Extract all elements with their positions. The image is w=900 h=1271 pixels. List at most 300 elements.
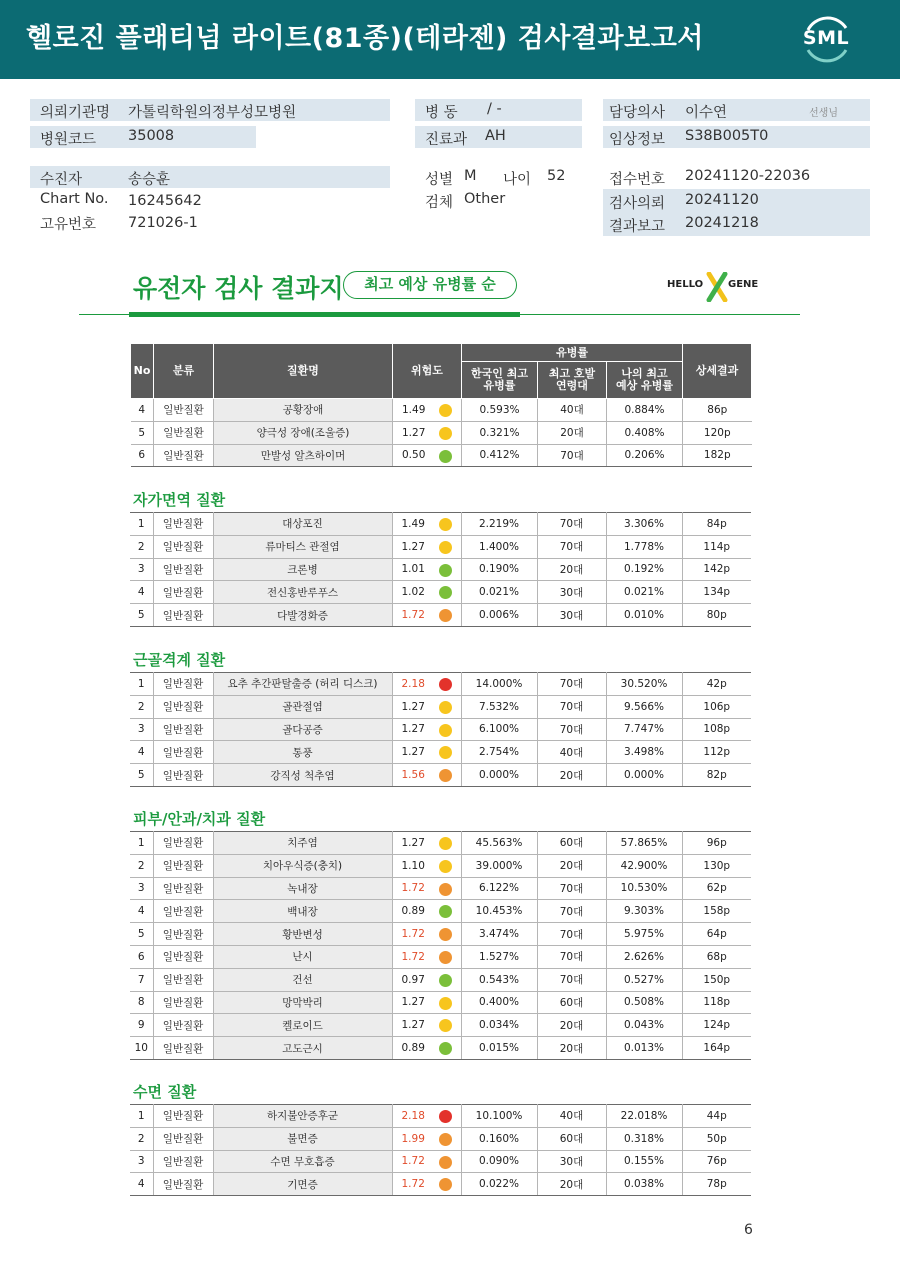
row-onset-age: 70대 <box>537 968 606 991</box>
row-number: 4 <box>130 900 153 923</box>
row-risk <box>392 1173 461 1196</box>
risk-value: 1.72 <box>401 1178 425 1191</box>
row-risk <box>392 581 461 604</box>
row-category: 일반질환 <box>153 695 213 718</box>
row-detail-page: 78p <box>682 1173 751 1196</box>
row-my-max-prevalence: 0.010% <box>606 604 682 627</box>
receipt-label: 접수번호 <box>609 172 666 188</box>
results-table <box>130 831 751 1060</box>
row-detail-page: 114p <box>682 535 751 558</box>
table-row <box>130 673 751 696</box>
institution-row <box>30 99 390 121</box>
page-number: 6 <box>744 1222 753 1238</box>
row-my-max-prevalence: 0.013% <box>606 1037 682 1060</box>
row-my-max-prevalence: 0.408% <box>607 421 683 444</box>
row-korean-max-prevalence: 0.190% <box>461 558 537 581</box>
clinical-row <box>603 126 870 148</box>
row-disease-name: 기면증 <box>213 1173 392 1196</box>
row-detail-page: 84p <box>682 513 751 536</box>
row-detail-page: 106p <box>682 695 751 718</box>
risk-level-dot-icon <box>439 997 452 1010</box>
category-title: 수면 질환 <box>133 1083 197 1101</box>
row-detail-page: 130p <box>682 854 751 877</box>
row-my-max-prevalence: 3.306% <box>606 513 682 536</box>
row-number: 3 <box>130 877 153 900</box>
row-my-max-prevalence: 30.520% <box>606 673 682 696</box>
row-onset-age: 60대 <box>537 991 606 1014</box>
clinical-label: 임상정보 <box>609 132 666 148</box>
risk-level-dot-icon <box>439 951 452 964</box>
row-korean-max-prevalence: 45.563% <box>461 832 537 855</box>
header-onset-age <box>538 362 607 399</box>
row-my-max-prevalence: 0.527% <box>606 968 682 991</box>
row-category: 일반질환 <box>153 1014 213 1037</box>
header-detail: 상세결과 <box>683 344 752 399</box>
row-number: 1 <box>130 1105 153 1128</box>
row-disease-name: 백내장 <box>213 900 392 923</box>
category-title: 자가면역 질환 <box>133 491 226 509</box>
chart-no-value: 16245642 <box>128 193 202 209</box>
ward-row <box>415 99 582 121</box>
risk-level-dot-icon <box>439 609 452 622</box>
risk-level-dot-icon <box>439 564 452 577</box>
test-date-value: 20241120 <box>685 192 759 208</box>
row-korean-max-prevalence: 0.006% <box>461 604 537 627</box>
row-category: 일반질환 <box>153 604 213 627</box>
row-onset-age: 30대 <box>537 604 606 627</box>
row-onset-age: 20대 <box>537 558 606 581</box>
row-my-max-prevalence: 0.000% <box>606 764 682 787</box>
row-onset-age: 20대 <box>537 764 606 787</box>
row-disease-name: 만발성 알츠하이머 <box>214 444 393 467</box>
risk-value: 1.27 <box>401 746 425 759</box>
table-row <box>130 513 751 536</box>
risk-value: 1.27 <box>402 426 426 439</box>
row-disease-name: 골관절염 <box>213 695 392 718</box>
row-onset-age: 40대 <box>537 741 606 764</box>
dept-value: AH <box>485 128 506 144</box>
risk-value: 0.89 <box>401 1042 425 1055</box>
risk-level-dot-icon <box>439 586 452 599</box>
row-detail-page: 182p <box>683 444 752 467</box>
risk-value: 1.49 <box>402 403 426 416</box>
row-detail-page: 44p <box>682 1105 751 1128</box>
header-disease: 질환명 <box>214 344 393 399</box>
row-risk <box>392 854 461 877</box>
row-disease-name: 수면 무호흡증 <box>213 1150 392 1173</box>
row-number: 4 <box>130 741 153 764</box>
row-onset-age: 40대 <box>538 399 607 422</box>
receipt-value: 20241120-22036 <box>685 168 811 184</box>
header-category: 분류 <box>154 344 214 399</box>
row-disease-name: 황반변성 <box>213 923 392 946</box>
row-my-max-prevalence: 0.038% <box>606 1173 682 1196</box>
table-row <box>130 1037 751 1060</box>
row-detail-page: 120p <box>683 421 752 444</box>
hello-gene-logo-right: GENE <box>728 279 759 290</box>
risk-value: 1.72 <box>401 1155 425 1168</box>
row-korean-max-prevalence: 3.474% <box>461 923 537 946</box>
risk-value: 1.27 <box>401 723 425 736</box>
row-onset-age: 70대 <box>537 673 606 696</box>
row-detail-page: 80p <box>682 604 751 627</box>
row-detail-page: 108p <box>682 718 751 741</box>
table-row <box>130 900 751 923</box>
table-row <box>130 968 751 991</box>
table-row <box>131 421 752 444</box>
risk-level-dot-icon <box>439 974 452 987</box>
row-onset-age: 70대 <box>537 513 606 536</box>
risk-value: 2.18 <box>401 1109 425 1122</box>
row-risk <box>392 718 461 741</box>
row-number: 10 <box>130 1037 153 1060</box>
row-risk <box>392 558 461 581</box>
row-risk <box>393 444 462 467</box>
results-table <box>130 672 751 787</box>
results-table <box>130 343 752 467</box>
row-category: 일반질환 <box>153 558 213 581</box>
chart-no-label: Chart No. <box>40 191 109 207</box>
row-category: 일반질환 <box>153 741 213 764</box>
header-korean-max-line: 유병률 <box>483 379 516 392</box>
row-number: 5 <box>130 604 153 627</box>
risk-level-dot-icon <box>439 1019 452 1032</box>
unique-no-label: 고유번호 <box>40 217 97 233</box>
row-disease-name: 망막박리 <box>213 991 392 1014</box>
row-my-max-prevalence: 0.021% <box>606 581 682 604</box>
row-category: 일반질환 <box>153 877 213 900</box>
row-my-max-prevalence: 9.303% <box>606 900 682 923</box>
row-category: 일반질환 <box>153 968 213 991</box>
header-my-max <box>607 362 683 399</box>
row-my-max-prevalence: 22.018% <box>606 1105 682 1128</box>
risk-level-dot-icon <box>439 928 452 941</box>
row-category: 일반질환 <box>153 900 213 923</box>
row-category: 일반질환 <box>153 673 213 696</box>
hospital-code-row <box>30 126 256 148</box>
row-onset-age: 70대 <box>537 877 606 900</box>
row-risk <box>392 1105 461 1128</box>
row-category: 일반질환 <box>153 832 213 855</box>
row-disease-name: 전신홍반루푸스 <box>213 581 392 604</box>
header-onset-age-line: 최고 호발 <box>548 367 596 380</box>
row-disease-name: 통풍 <box>213 741 392 764</box>
table-row <box>130 581 751 604</box>
row-number: 1 <box>130 832 153 855</box>
row-my-max-prevalence: 0.318% <box>606 1127 682 1150</box>
sex-value: M <box>464 168 477 184</box>
row-korean-max-prevalence: 1.527% <box>461 945 537 968</box>
row-onset-age: 70대 <box>537 718 606 741</box>
header-no: No <box>131 344 154 399</box>
risk-level-dot-icon <box>439 746 452 759</box>
row-korean-max-prevalence: 0.021% <box>461 581 537 604</box>
row-category: 일반질환 <box>153 945 213 968</box>
results-table <box>130 512 751 627</box>
row-disease-name: 건선 <box>213 968 392 991</box>
test-date-label: 검사의뢰 <box>609 196 666 212</box>
table-row <box>130 1105 751 1128</box>
row-korean-max-prevalence: 2.754% <box>461 741 537 764</box>
row-detail-page: 158p <box>682 900 751 923</box>
table-row <box>131 444 752 467</box>
row-category: 일반질환 <box>153 535 213 558</box>
doctor-label: 담당의사 <box>609 105 666 121</box>
row-disease-name: 녹내장 <box>213 877 392 900</box>
row-number: 2 <box>130 1127 153 1150</box>
table-row <box>130 741 751 764</box>
risk-value: 1.01 <box>401 563 425 576</box>
risk-level-dot-icon <box>439 427 452 440</box>
row-my-max-prevalence: 7.747% <box>606 718 682 741</box>
age-value: 52 <box>547 168 566 184</box>
row-number: 1 <box>130 513 153 536</box>
row-onset-age: 60대 <box>537 832 606 855</box>
risk-value: 2.18 <box>401 677 425 690</box>
table-row <box>130 535 751 558</box>
row-disease-name: 대상포진 <box>213 513 392 536</box>
row-disease-name: 양극성 장애(조울증) <box>214 421 393 444</box>
risk-level-dot-icon <box>439 701 452 714</box>
report-date-value: 20241218 <box>685 215 759 231</box>
table-row <box>130 832 751 855</box>
row-my-max-prevalence: 0.508% <box>606 991 682 1014</box>
table-row <box>130 1150 751 1173</box>
table-row <box>130 718 751 741</box>
row-my-max-prevalence: 0.043% <box>606 1014 682 1037</box>
risk-level-dot-icon <box>439 883 452 896</box>
risk-level-dot-icon <box>439 1156 452 1169</box>
row-risk <box>392 1127 461 1150</box>
row-my-max-prevalence: 2.626% <box>606 945 682 968</box>
row-detail-page: 124p <box>682 1014 751 1037</box>
row-disease-name: 치주염 <box>213 832 392 855</box>
risk-level-dot-icon <box>439 541 452 554</box>
table-row <box>131 399 752 422</box>
row-number: 8 <box>130 991 153 1014</box>
patient-name: 송승훈 <box>128 172 171 188</box>
specimen-value: Other <box>464 191 506 207</box>
row-disease-name: 류마티스 관절염 <box>213 535 392 558</box>
row-detail-page: 42p <box>682 673 751 696</box>
row-onset-age: 20대 <box>537 1173 606 1196</box>
row-korean-max-prevalence: 10.453% <box>461 900 537 923</box>
row-korean-max-prevalence: 10.100% <box>461 1105 537 1128</box>
report-date-label: 결과보고 <box>609 219 666 235</box>
dept-row <box>415 126 582 148</box>
row-disease-name: 하지불안증후군 <box>213 1105 392 1128</box>
row-korean-max-prevalence: 2.219% <box>461 513 537 536</box>
row-category: 일반질환 <box>153 991 213 1014</box>
row-onset-age: 30대 <box>537 581 606 604</box>
row-my-max-prevalence: 1.778% <box>606 535 682 558</box>
risk-level-dot-icon <box>439 837 452 850</box>
row-disease-name: 요추 추간판탈출증 (허리 디스크) <box>213 673 392 696</box>
row-number: 4 <box>131 399 154 422</box>
header-korean-max <box>462 362 538 399</box>
row-risk <box>392 1150 461 1173</box>
row-my-max-prevalence: 57.865% <box>606 832 682 855</box>
row-risk <box>393 421 462 444</box>
row-my-max-prevalence: 3.498% <box>606 741 682 764</box>
row-category: 일반질환 <box>153 1127 213 1150</box>
risk-value: 1.72 <box>401 928 425 941</box>
row-my-max-prevalence: 42.900% <box>606 854 682 877</box>
header-korean-max-line: 한국인 최고 <box>471 367 528 380</box>
row-risk <box>392 604 461 627</box>
row-onset-age: 70대 <box>537 900 606 923</box>
risk-value: 1.10 <box>401 859 425 872</box>
row-number: 7 <box>130 968 153 991</box>
row-number: 4 <box>130 1173 153 1196</box>
row-number: 3 <box>130 558 153 581</box>
row-category: 일반질환 <box>154 444 214 467</box>
row-number: 2 <box>130 695 153 718</box>
row-number: 9 <box>130 1014 153 1037</box>
header-onset-age-line: 연령대 <box>556 379 588 392</box>
sml-logo <box>800 14 852 64</box>
table-header <box>131 344 752 399</box>
table-row <box>130 1014 751 1037</box>
row-my-max-prevalence: 0.206% <box>607 444 683 467</box>
table-row <box>130 923 751 946</box>
row-onset-age: 70대 <box>538 444 607 467</box>
row-my-max-prevalence: 0.155% <box>606 1150 682 1173</box>
row-korean-max-prevalence: 0.090% <box>461 1150 537 1173</box>
row-detail-page: 50p <box>682 1127 751 1150</box>
row-detail-page: 62p <box>682 877 751 900</box>
section-rule-accent <box>129 312 520 317</box>
row-detail-page: 76p <box>682 1150 751 1173</box>
row-category: 일반질환 <box>154 399 214 422</box>
row-onset-age: 20대 <box>537 1037 606 1060</box>
row-risk <box>393 399 462 422</box>
row-risk <box>392 923 461 946</box>
table-row <box>130 1173 751 1196</box>
row-korean-max-prevalence: 1.400% <box>461 535 537 558</box>
category-title: 피부/안과/치과 질환 <box>133 810 266 828</box>
row-disease-name: 공황장애 <box>214 399 393 422</box>
risk-value: 0.50 <box>402 449 426 462</box>
row-korean-max-prevalence: 0.160% <box>461 1127 537 1150</box>
results-table <box>130 1104 751 1196</box>
risk-level-dot-icon <box>439 518 452 531</box>
institution-value: 가톨릭학원의정부성모병원 <box>128 105 297 121</box>
row-detail-page: 164p <box>682 1037 751 1060</box>
row-my-max-prevalence: 10.530% <box>606 877 682 900</box>
risk-value: 1.27 <box>401 836 425 849</box>
row-onset-age: 20대 <box>537 854 606 877</box>
header-risk: 위험도 <box>393 344 462 399</box>
row-risk <box>392 1037 461 1060</box>
sml-logo-text: SML <box>802 27 850 49</box>
risk-level-dot-icon <box>439 404 452 417</box>
row-detail-page: 118p <box>682 991 751 1014</box>
row-disease-name: 골다공증 <box>213 718 392 741</box>
row-number: 6 <box>130 945 153 968</box>
dna-x-icon <box>706 272 728 302</box>
table-row <box>130 1127 751 1150</box>
row-detail-page: 86p <box>683 399 752 422</box>
row-detail-page: 134p <box>682 581 751 604</box>
row-korean-max-prevalence: 0.593% <box>462 399 538 422</box>
row-disease-name: 다발경화증 <box>213 604 392 627</box>
row-onset-age: 40대 <box>537 1105 606 1128</box>
risk-value: 1.72 <box>401 950 425 963</box>
unique-no-value: 721026-1 <box>128 215 198 231</box>
dates-block <box>603 189 870 236</box>
row-disease-name: 불면증 <box>213 1127 392 1150</box>
risk-value: 1.27 <box>401 700 425 713</box>
header-my-max-line: 나의 최고 <box>621 367 668 380</box>
row-korean-max-prevalence: 6.100% <box>461 718 537 741</box>
row-onset-age: 30대 <box>537 1150 606 1173</box>
row-risk <box>392 900 461 923</box>
risk-value: 1.56 <box>401 769 425 782</box>
row-category: 일반질환 <box>153 718 213 741</box>
row-category: 일반질환 <box>153 513 213 536</box>
row-detail-page: 64p <box>682 923 751 946</box>
row-detail-page: 68p <box>682 945 751 968</box>
table-row <box>130 991 751 1014</box>
row-onset-age: 20대 <box>537 1014 606 1037</box>
row-korean-max-prevalence: 0.543% <box>461 968 537 991</box>
row-detail-page: 112p <box>682 741 751 764</box>
patient-row <box>30 166 390 188</box>
row-category: 일반질환 <box>153 764 213 787</box>
row-disease-name: 크론병 <box>213 558 392 581</box>
row-category: 일반질환 <box>153 1150 213 1173</box>
row-my-max-prevalence: 0.192% <box>606 558 682 581</box>
risk-value: 1.49 <box>401 517 425 530</box>
row-category: 일반질환 <box>154 421 214 444</box>
risk-level-dot-icon <box>439 1042 452 1055</box>
row-number: 3 <box>130 1150 153 1173</box>
table-row <box>130 877 751 900</box>
row-korean-max-prevalence: 0.015% <box>461 1037 537 1060</box>
doctor-row <box>603 99 870 121</box>
table-row <box>130 558 751 581</box>
row-korean-max-prevalence: 39.000% <box>461 854 537 877</box>
row-detail-page: 142p <box>682 558 751 581</box>
row-number: 3 <box>130 718 153 741</box>
row-korean-max-prevalence: 14.000% <box>461 673 537 696</box>
row-risk <box>392 1014 461 1037</box>
risk-value: 1.72 <box>401 609 425 622</box>
risk-level-dot-icon <box>439 769 452 782</box>
hospital-code-value: 35008 <box>128 128 175 144</box>
doctor-suffix: 선생님 <box>809 108 838 119</box>
table-row <box>130 695 751 718</box>
row-risk <box>392 991 461 1014</box>
risk-value: 1.02 <box>401 586 425 599</box>
dept-label: 진료과 <box>425 132 468 148</box>
row-korean-max-prevalence: 7.532% <box>461 695 537 718</box>
risk-level-dot-icon <box>439 678 452 691</box>
row-risk <box>392 764 461 787</box>
row-onset-age: 70대 <box>537 695 606 718</box>
ward-value: / - <box>487 101 502 117</box>
table-row <box>130 604 751 627</box>
row-my-max-prevalence: 9.566% <box>606 695 682 718</box>
row-disease-name: 치아우식증(충치) <box>213 854 392 877</box>
risk-value: 1.27 <box>401 996 425 1009</box>
table-row <box>130 945 751 968</box>
clinical-value: S38B005T0 <box>685 128 769 144</box>
hospital-code-label: 병원코드 <box>40 132 97 148</box>
row-detail-page: 150p <box>682 968 751 991</box>
row-category: 일반질환 <box>153 581 213 604</box>
